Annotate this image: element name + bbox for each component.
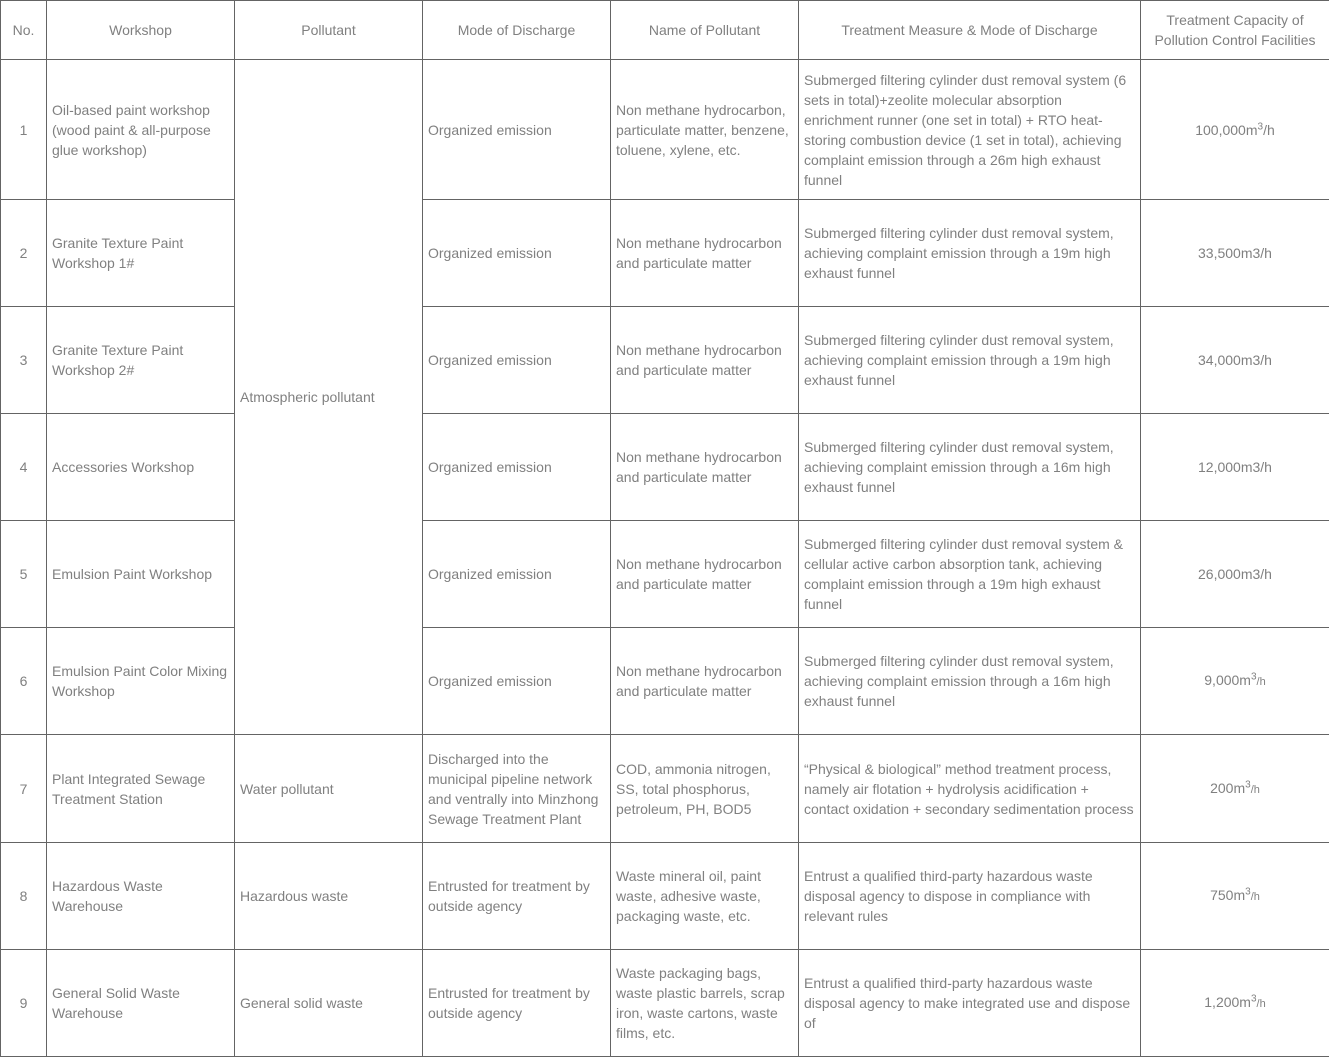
row-number-cell: 5	[1, 521, 47, 628]
col-header-name-of-pollutant: Name of Pollutant	[611, 1, 799, 60]
table-row	[1, 521, 1329, 628]
cubic-meter-superscript: 3	[1251, 671, 1257, 682]
mode-of-discharge-cell: Entrusted for treatment by outside agency	[423, 843, 611, 950]
col-header-mode-of-discharge: Mode of Discharge	[423, 1, 611, 60]
mode-of-discharge-cell: Entrusted for treatment by outside agency	[423, 950, 611, 1057]
treatment-measure-cell: Submerged filtering cylinder dust removal system, achieving complaint emission through a 19m high exhaust funnel	[799, 307, 1141, 414]
cubic-meter-superscript: 3	[1245, 779, 1251, 790]
treatment-measure-cell: “Physical & biological” method treatment process, namely air flotation + hydrolysis acidification + contact oxidation + secondary sedimentation process	[799, 735, 1141, 843]
row-number-cell: 4	[1, 414, 47, 521]
workshop-cell: General Solid Waste Warehouse	[47, 950, 235, 1057]
header-row	[1, 1, 1329, 60]
cubic-meter-superscript: 3	[1258, 121, 1264, 132]
table-row	[1, 843, 1329, 950]
workshop-cell: Hazardous Waste Warehouse	[47, 843, 235, 950]
treatment-capacity-cell: $100,000m^3/h$	[1141, 60, 1329, 200]
name-of-pollutant-cell: Non methane hydrocarbon and particulate matter	[611, 307, 799, 414]
treatment-capacity-cell: $750m^3/h$	[1141, 843, 1329, 950]
mode-of-discharge-cell: Organized emission	[423, 60, 611, 200]
treatment-capacity-cell: $200m^3/h$	[1141, 735, 1329, 843]
mode-of-discharge-cell: Organized emission	[423, 200, 611, 307]
name-of-pollutant-cell: COD, ammonia nitrogen, SS, total phosphorus, petroleum, PH, BOD5	[611, 735, 799, 843]
capacity-unit-tail: /h	[1251, 891, 1260, 903]
row-number-cell: 3	[1, 307, 47, 414]
mode-of-discharge-cell: Discharged into the municipal pipeline network and ventrally into Minzhong Sewage Treatment Plant	[423, 735, 611, 843]
row-number-cell: 2	[1, 200, 47, 307]
pollutant-category-cell: Hazardous waste	[235, 843, 423, 950]
name-of-pollutant-cell: Non methane hydrocarbon, particulate matter, benzene, toluene, xylene, etc.	[611, 60, 799, 200]
name-of-pollutant-cell: Non methane hydrocarbon and particulate matter	[611, 414, 799, 521]
mode-of-discharge-cell: Organized emission	[423, 628, 611, 735]
workshop-cell: Granite Texture Paint Workshop 1#	[47, 200, 235, 307]
treatment-measure-cell: Submerged filtering cylinder dust removal system & cellular active carbon absorption tank, achieving complaint emission through a 19m high exhaust funnel	[799, 521, 1141, 628]
mode-of-discharge-cell: Organized emission	[423, 414, 611, 521]
treatment-measure-cell: Submerged filtering cylinder dust removal system, achieving complaint emission through a 19m high exhaust funnel	[799, 200, 1141, 307]
name-of-pollutant-cell: Non methane hydrocarbon and particulate matter	[611, 200, 799, 307]
capacity-unit-tail: /h	[1257, 676, 1266, 688]
table-row	[1, 307, 1329, 414]
treatment-capacity-cell: 34,000m3/h	[1141, 307, 1329, 414]
col-header-treatment-measure: Treatment Measure & Mode of Discharge	[799, 1, 1141, 60]
row-number-cell: 6	[1, 628, 47, 735]
mode-of-discharge-cell: Organized emission	[423, 521, 611, 628]
name-of-pollutant-cell: Waste packaging bags, waste plastic barrels, scrap iron, waste cartons, waste films, etc.	[611, 950, 799, 1057]
treatment-capacity-cell: 12,000m3/h	[1141, 414, 1329, 521]
workshop-cell: Oil-based paint workshop (wood paint & all-purpose glue workshop)	[47, 60, 235, 200]
treatment-measure-cell: Entrust a qualified third-party hazardous waste disposal agency to make integrated use and dispose of	[799, 950, 1141, 1057]
treatment-measure-cell: Entrust a qualified third-party hazardous waste disposal agency to dispose in compliance with relevant rules	[799, 843, 1141, 950]
workshop-cell: Plant Integrated Sewage Treatment Station	[47, 735, 235, 843]
col-header-workshop: Workshop	[47, 1, 235, 60]
workshop-cell: Granite Texture Paint Workshop 2#	[47, 307, 235, 414]
pollutant-category-cell: General solid waste	[235, 950, 423, 1057]
capacity-unit-tail: /h	[1257, 998, 1266, 1010]
table-row	[1, 200, 1329, 307]
workshop-cell: Emulsion Paint Color Mixing Workshop	[47, 628, 235, 735]
col-header-pollutant: Pollutant	[235, 1, 423, 60]
treatment-capacity-cell: 26,000m3/h	[1141, 521, 1329, 628]
capacity-unit-tail: /h	[1263, 122, 1275, 138]
table-body	[1, 60, 1329, 1057]
col-header-no: No.	[1, 1, 47, 60]
table-row	[1, 60, 1329, 200]
cubic-meter-superscript: 3	[1245, 886, 1251, 897]
row-number-cell: 9	[1, 950, 47, 1057]
treatment-measure-cell: Submerged filtering cylinder dust removal system (6 sets in total)+zeolite molecular absorption enrichment runner (one set in total) + RTO heat-storing combustion device (1 set in total), achieving complaint emission through a 26m high exhaust funnel	[799, 60, 1141, 200]
table-row	[1, 735, 1329, 843]
row-number-cell: 7	[1, 735, 47, 843]
treatment-capacity-cell: $9,000m^3/h$	[1141, 628, 1329, 735]
pollutant-category-cell: Atmospheric pollutant	[235, 60, 423, 735]
table-row	[1, 414, 1329, 521]
name-of-pollutant-cell: Waste mineral oil, paint waste, adhesive waste, packaging waste, etc.	[611, 843, 799, 950]
treatment-measure-cell: Submerged filtering cylinder dust removal system, achieving complaint emission through a 16m high exhaust funnel	[799, 414, 1141, 521]
cubic-meter-superscript: 3	[1251, 993, 1257, 1004]
table-row	[1, 950, 1329, 1057]
pollutant-category-cell: Water pollutant	[235, 735, 423, 843]
capacity-unit-tail: /h	[1251, 784, 1260, 796]
table-row	[1, 628, 1329, 735]
name-of-pollutant-cell: Non methane hydrocarbon and particulate matter	[611, 521, 799, 628]
workshop-cell: Accessories Workshop	[47, 414, 235, 521]
col-header-treatment-capacity: Treatment Capacity of Pollution Control Facilities	[1141, 1, 1329, 60]
treatment-measure-cell: Submerged filtering cylinder dust removal system, achieving complaint emission through a 16m high exhaust funnel	[799, 628, 1141, 735]
workshop-cell: Emulsion Paint Workshop	[47, 521, 235, 628]
treatment-capacity-cell: 33,500m3/h	[1141, 200, 1329, 307]
row-number-cell: 8	[1, 843, 47, 950]
name-of-pollutant-cell: Non methane hydrocarbon and particulate matter	[611, 628, 799, 735]
mode-of-discharge-cell: Organized emission	[423, 307, 611, 414]
row-number-cell: 1	[1, 60, 47, 200]
treatment-capacity-cell: $1,200m^3/h$	[1141, 950, 1329, 1057]
